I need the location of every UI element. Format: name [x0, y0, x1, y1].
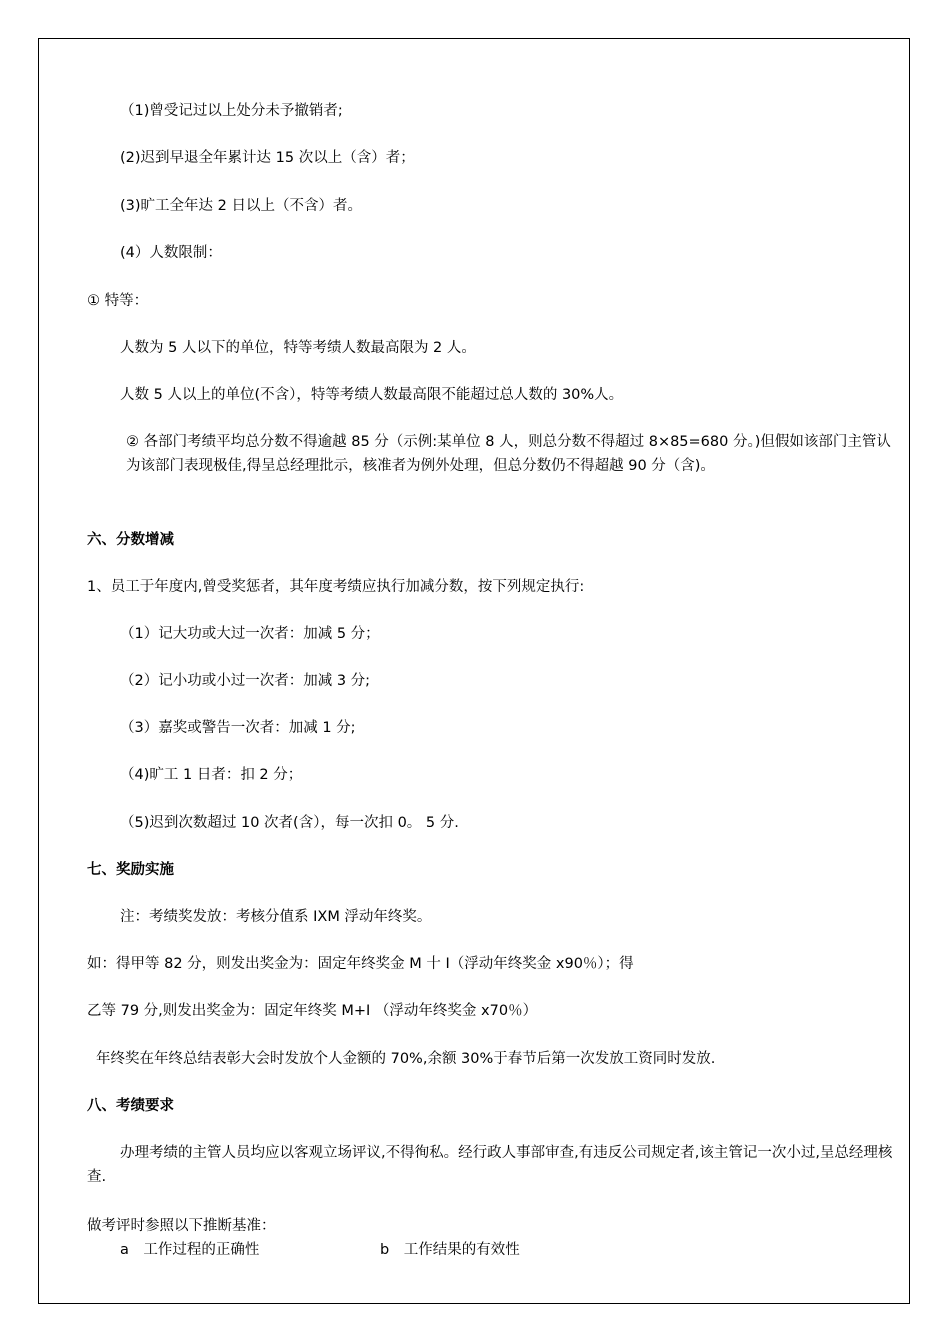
special-grade-label: ① 特等： — [87, 293, 149, 309]
section-7-heading: 七、奖励实施 — [87, 862, 174, 878]
adjust-item-2: （2）记小功或小过一次者：加减 3 分; — [120, 673, 371, 689]
bonus-note: 注：考绩奖发放：考核分值系 IXM 浮动年终奖。 — [120, 909, 432, 925]
adjust-item-5: （5)迟到次数超过 10 次者(含），每一次扣 0。 5 分. — [120, 815, 459, 831]
bonus-example-2: 乙等 79 分,则发出奖金为：固定年终奖 M+I （浮动年终奖金 x70％） — [87, 1003, 538, 1019]
bonus-payment: 年终奖在年终总结表彰大会时发放个人金额的 70%,余额 30%于春节后第一次发放工资同时发放. — [96, 1051, 716, 1067]
clause-2: (2)迟到早退全年累计达 15 次以上（含）者； — [120, 150, 415, 166]
average-score-rule: ② 各部门考绩平均总分数不得逾越 85 分（示例:某单位 8 人，则总分数不得超过 8×85=680 分。)但假如该部门主管认为该部门表现极佳,得呈总经理批示，核准者为例外处理，但总分数仍不得超越 90 分（含)。 — [126, 434, 891, 474]
criteria-a: a 工作过程的正确性 — [120, 1242, 260, 1258]
section-8-heading: 八、考绩要求 — [87, 1098, 174, 1114]
bonus-example-1: 如：得甲等 82 分，则发出奖金为：固定年终奖金 M 十 I（浮动年终奖金 x90％）；得 — [87, 956, 634, 972]
section-6-heading: 六、分数增减 — [87, 532, 174, 548]
adjust-item-1: （1）记大功或大过一次者：加减 5 分； — [120, 626, 380, 642]
section-6-intro: 1、员工于年度内,曾受奖惩者，其年度考绩应执行加减分数，按下列规定执行: — [87, 579, 585, 595]
special-grade-rule-1: 人数为 5 人以下的单位，特等考绩人数最高限为 2 人。 — [120, 340, 476, 356]
criteria-intro: 做考评时参照以下推断基准： — [87, 1218, 276, 1234]
adjust-item-3: （3）嘉奖或警告一次者：加减 1 分; — [120, 720, 356, 736]
adjust-item-4: （4)旷工 1 日者：扣 2 分； — [120, 767, 303, 783]
clause-3: (3)旷工全年达 2 日以上（不含）者。 — [120, 198, 362, 214]
clause-1: （1)曾受记过以上处分未予撤销者; — [120, 103, 343, 119]
review-requirement: 办理考绩的主管人员均应以客观立场评议,不得徇私。经行政人事部审查,有违反公司规定者,该主管记一次小过,呈总经理核查. — [87, 1145, 893, 1185]
special-grade-rule-2: 人数 5 人以上的单位(不含），特等考绩人数最高限不能超过总人数的 30%人。 — [120, 387, 624, 403]
criteria-b: b 工作结果的有效性 — [380, 1242, 520, 1258]
clause-4: (4）人数限制： — [120, 245, 222, 261]
